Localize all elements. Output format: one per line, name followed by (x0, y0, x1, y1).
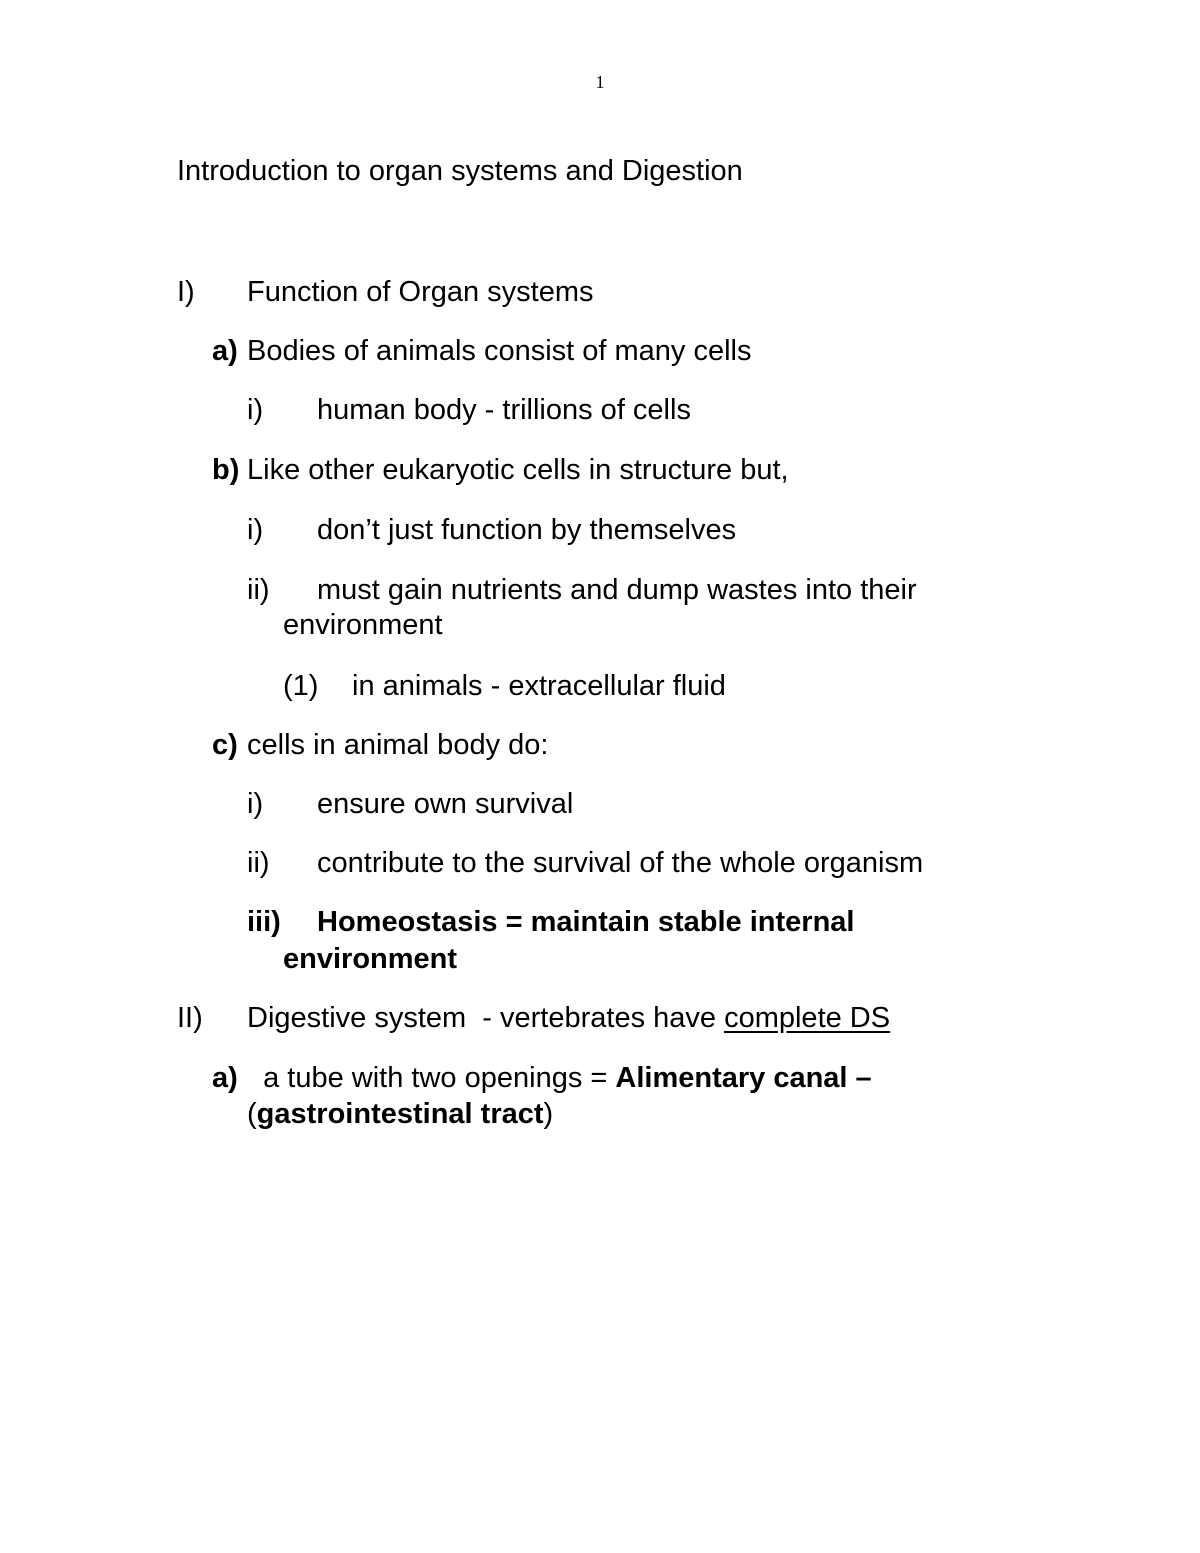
section-2-marker: II) (177, 1002, 203, 1034)
item-1b-ii-marker: ii) (247, 574, 270, 606)
item-1c-iii-text: Homeostasis = maintain stable internal (317, 906, 855, 938)
section-2-heading-text: Digestive system - vertebrates have (247, 1002, 725, 1034)
section-2-heading-underlined: complete DS (724, 1002, 891, 1034)
item-2a-text-bold: Alimentary canal – (615, 1062, 872, 1094)
item-2a-cont-open: ( (247, 1098, 257, 1130)
item-2a-continuation (247, 1096, 553, 1132)
document-title: Introduction to organ systems and Digestion (177, 155, 743, 187)
item-2a-cont-bold: gastrointestinal tract (256, 1098, 544, 1130)
item-1a-marker: a) (212, 335, 238, 367)
item-1a-text: Bodies of animals consist of many cells (247, 335, 752, 367)
section-1-marker: I) (177, 276, 195, 308)
item-1c-i-marker: i) (247, 788, 264, 820)
item-1b-i-text: don’t just function by themselves (317, 514, 737, 546)
item-1c-iii-continuation: environment (283, 943, 458, 975)
page-number: 1 (595, 72, 605, 92)
item-2a-cont-close: ) (543, 1098, 554, 1130)
item-1c-text: cells in animal body do: (247, 729, 549, 761)
item-1c-ii-text: contribute to the survival of the whole organism (317, 847, 924, 879)
section-1-heading: Function of Organ systems (247, 276, 594, 308)
item-1b-text: Like other eukaryotic cells in structure but, (247, 454, 789, 486)
item-1b-marker: b) (212, 454, 240, 486)
item-1b-ii-1-marker: (1) (283, 670, 319, 702)
item-1a-i-marker: i) (247, 394, 264, 426)
item-1b-ii-text: must gain nutrients and dump wastes into their (317, 574, 917, 606)
item-1c-ii-marker: ii) (247, 847, 270, 879)
item-1c-i-text: ensure own survival (317, 788, 574, 820)
item-1c-iii-marker: iii) (247, 906, 281, 938)
item-2a-marker: a) (212, 1062, 238, 1094)
item-1a-i-text: human body - trillions of cells (317, 394, 691, 426)
item-1c-marker: c) (212, 729, 238, 761)
item-1b-ii-continuation: environment (283, 609, 443, 641)
item-1b-ii-1-text: in animals - extracellular fluid (352, 670, 726, 702)
section-2-heading (247, 1000, 890, 1036)
item-1b-i-marker: i) (247, 514, 264, 546)
item-2a-text (247, 1060, 872, 1096)
item-2a-text-plain: a tube with two openings = (247, 1062, 616, 1094)
